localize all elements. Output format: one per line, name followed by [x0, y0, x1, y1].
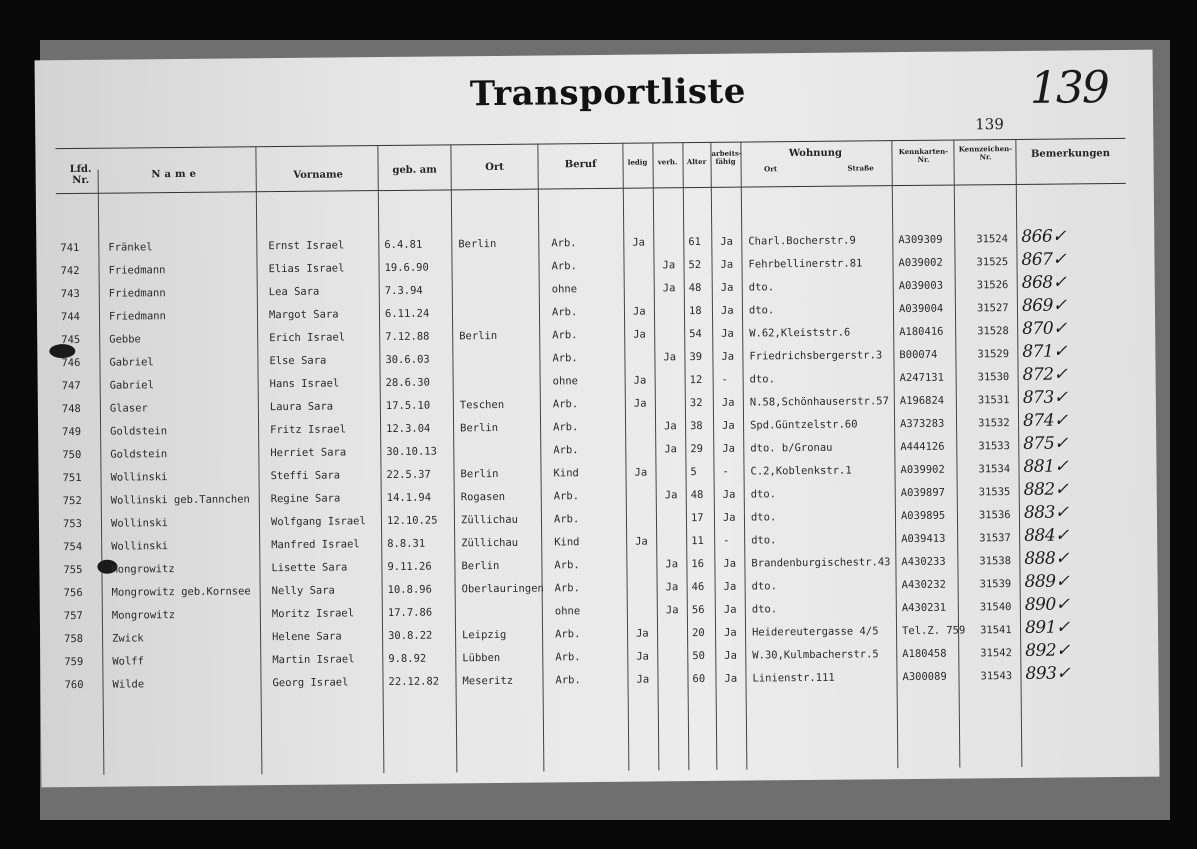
cell-name: Gabriel [109, 356, 154, 369]
header-kennkarten-nr: Kennkarten-Nr. [898, 146, 949, 164]
cell-ledig: Ja [632, 236, 646, 249]
cell-alter: 20 [692, 626, 705, 640]
cell-bemerkungen: 889✓ [1024, 571, 1070, 592]
cell-wohnung: dto. b/Gronau [750, 441, 833, 455]
cell-kennzeichen-nr: 31534 [978, 463, 1011, 476]
document-title: Transportliste [469, 71, 747, 115]
cell-alter: 32 [689, 396, 703, 410]
cell-bemerkungen: 893✓ [1025, 663, 1071, 684]
cell-lfd-nr: 757 [63, 609, 83, 623]
cell-verh: Ja [665, 581, 679, 594]
cell-alter: 52 [688, 258, 702, 272]
cell-beruf: Arb. [552, 352, 578, 365]
cell-geb-am: 30.10.13 [386, 445, 437, 459]
cell-vorname: Martin Israel [272, 653, 355, 667]
cell-ort: Züllichau [460, 513, 518, 527]
cell-kennzeichen-nr: 31536 [978, 509, 1011, 522]
cell-alter: 48 [690, 488, 704, 502]
cell-arbeitsfahig: - [722, 465, 729, 478]
cell-beruf: Arb. [553, 490, 580, 503]
cell-lfd-nr: 751 [62, 471, 82, 485]
cell-ledig: Ja [633, 397, 647, 410]
cell-beruf: ohne [551, 283, 578, 296]
cell-geb-am: 17.5.10 [385, 399, 431, 413]
cell-ort: Berlin [461, 559, 500, 573]
cell-kennzeichen-nr: 31527 [976, 302, 1009, 315]
cell-kennkarten-nr: A373283 [900, 417, 945, 431]
cell-lfd-nr: 746 [61, 356, 81, 370]
header-wohnung-strasse: Straße [847, 163, 874, 173]
cell-verh: Ja [663, 351, 677, 364]
cell-bemerkungen: 884✓ [1024, 525, 1069, 546]
cell-name: Wollinski [110, 471, 168, 484]
cell-lfd-nr: 753 [62, 517, 83, 531]
cell-beruf: Kind [553, 467, 579, 480]
cell-kennkarten-nr: A196824 [899, 394, 945, 408]
cell-vorname: Herriet Sara [270, 446, 347, 460]
cell-alter: 17 [690, 511, 704, 525]
cell-alter: 48 [688, 281, 702, 295]
cell-kennkarten-nr: A430233 [901, 555, 946, 569]
cell-lfd-nr: 747 [61, 379, 81, 393]
cell-beruf: Arb. [555, 674, 581, 687]
cell-geb-am: 7.3.94 [384, 284, 423, 298]
cell-beruf: ohne [552, 375, 578, 388]
cell-name: Glaser [109, 402, 148, 415]
cell-beruf: Arb. [555, 628, 581, 641]
cell-ort: Berlin [459, 329, 498, 343]
cell-arbeitsfahig: Ja [721, 350, 735, 363]
header-wohnung: Wohnung [788, 147, 843, 160]
cell-vorname: Elias Israel [268, 262, 345, 276]
cell-lfd-nr: 743 [60, 287, 80, 301]
cell-beruf: Arb. [552, 329, 578, 342]
header-beruf: Beruf [564, 158, 597, 171]
cell-alter: 61 [688, 235, 702, 249]
cell-ort: Meseritz [462, 674, 514, 688]
cell-vorname: Erich Israel [269, 331, 346, 345]
printed-page-number: 139 [975, 115, 1004, 134]
cell-kennkarten-nr: A309309 [898, 233, 943, 247]
cell-wohnung: Friedrichsbergerstr.3 [749, 349, 883, 363]
cell-vorname: Regine Sara [270, 492, 341, 506]
cell-kennzeichen-nr: 31532 [978, 417, 1010, 430]
cell-bemerkungen: 874✓ [1022, 410, 1068, 431]
cell-arbeitsfahig: Ja [724, 649, 737, 662]
cell-kennzeichen-nr: 31531 [977, 394, 1010, 407]
cell-beruf: Arb. [554, 559, 580, 572]
cell-vorname: Georg Israel [272, 676, 349, 690]
cell-beruf: Arb. [552, 398, 579, 411]
cell-bemerkungen: 875✓ [1023, 433, 1069, 454]
cell-beruf: Arb. [551, 237, 577, 250]
cell-kennkarten-nr: A430231 [901, 601, 947, 615]
cell-ort: Berlin [458, 237, 497, 251]
cell-name: Wollinski [110, 517, 168, 530]
cell-geb-am: 30.8.22 [388, 629, 433, 643]
cell-arbeitsfahig: Ja [724, 626, 737, 639]
cell-vorname: Ernst Israel [268, 239, 345, 253]
cell-bemerkungen: 869✓ [1021, 295, 1067, 316]
cell-name: Wollinski [111, 540, 169, 553]
cell-alter: 5 [690, 466, 697, 479]
cell-vorname: Nelly Sara [271, 584, 335, 598]
cell-kennzeichen-nr: 31538 [979, 555, 1012, 568]
cell-vorname: Moritz Israel [271, 607, 355, 621]
header-alter: Alter [686, 156, 707, 167]
cell-ledig: Ja [635, 535, 648, 548]
cell-kennzeichen-nr: 31529 [977, 348, 1010, 361]
cell-ledig: Ja [636, 650, 650, 663]
cell-verh: Ja [664, 420, 677, 433]
cell-geb-am: 6.4.81 [384, 238, 423, 252]
cell-vorname: Lea Sara [268, 285, 320, 299]
cell-geb-am: 7.12.88 [385, 330, 430, 344]
header-bottom-rule [56, 183, 1126, 194]
cell-name: Mongrowitz [111, 609, 176, 622]
cell-arbeitsfahig: Ja [721, 396, 735, 409]
cell-lfd-nr: 756 [63, 586, 83, 600]
cell-bemerkungen: 890✓ [1024, 594, 1070, 615]
cell-bemerkungen: 872✓ [1022, 364, 1068, 385]
cell-name: Wolff [112, 655, 144, 668]
cell-kennkarten-nr: A039897 [900, 486, 946, 500]
cell-arbeitsfahig: Ja [720, 258, 734, 271]
cell-geb-am: 19.6.90 [384, 261, 429, 275]
cell-kennkarten-nr: A180458 [902, 647, 947, 661]
cell-name: Friedmann [108, 310, 166, 323]
cell-kennzeichen-nr: 31526 [976, 279, 1009, 292]
cell-wohnung: dto. [751, 580, 777, 593]
cell-ort: Berlin [460, 421, 499, 435]
cell-ort: Oberlauringen [461, 582, 544, 596]
cell-arbeitsfahig: Ja [720, 235, 734, 248]
cell-arbeitsfahig: - [723, 534, 730, 547]
cell-lfd-nr: 760 [64, 678, 84, 692]
cell-verh: Ja [665, 604, 679, 617]
cell-name: Mongrowitz geb.Kornsee [111, 585, 251, 599]
cell-vorname: Helene Sara [272, 630, 342, 644]
cell-wohnung: Linienstr.111 [752, 671, 835, 685]
cell-kennzeichen-nr: 31535 [978, 486, 1011, 499]
cell-name: Zwick [112, 632, 144, 645]
cell-wohnung: dto. [750, 511, 777, 524]
cell-kennzeichen-nr: 31537 [979, 532, 1011, 545]
cell-alter: 18 [688, 304, 702, 318]
cell-kennzeichen-nr: 31525 [976, 256, 1009, 269]
cell-geb-am: 12.3.04 [386, 422, 431, 436]
cell-lfd-nr: 741 [60, 241, 80, 255]
cell-verh: Ja [662, 282, 676, 295]
cell-ort: Züllichau [461, 536, 519, 550]
cell-name: Friedmann [108, 264, 166, 277]
cell-alter: 38 [690, 419, 703, 433]
cell-arbeitsfahig: Ja [720, 304, 734, 317]
cell-lfd-nr: 749 [62, 425, 82, 439]
header-geb-am: geb. am [392, 164, 437, 176]
cell-kennkarten-nr: A444126 [900, 440, 945, 454]
cell-arbeitsfahig: Ja [722, 488, 736, 501]
cell-wohnung: W.30,Kulmbacherstr.5 [752, 648, 879, 662]
cell-kennzeichen-nr: 31541 [979, 624, 1012, 637]
cell-arbeitsfahig: Ja [723, 603, 737, 616]
cell-vorname: Manfred Israel [271, 538, 360, 552]
cell-bemerkungen: 873✓ [1022, 387, 1068, 408]
cell-name: Goldstein [110, 448, 168, 461]
cell-bemerkungen: 867✓ [1021, 249, 1067, 270]
cell-ledig: Ja [633, 374, 647, 387]
cell-geb-am: 8.8.31 [387, 537, 426, 551]
cell-wohnung: W.62,Kleiststr.6 [749, 326, 851, 340]
cell-lfd-nr: 758 [64, 632, 84, 646]
cell-arbeitsfahig: - [721, 373, 729, 386]
cell-lfd-nr: 745 [61, 333, 81, 347]
cell-arbeitsfahig: Ja [722, 419, 735, 432]
header-bemerkungen: Bemerkungen [1030, 148, 1111, 160]
cell-arbeitsfahig: Ja [722, 511, 736, 524]
cell-wohnung: Spd.Güntzelstr.60 [750, 418, 858, 432]
cell-wohnung: N.58,Schönhauserstr.57 [749, 395, 889, 409]
cell-kennkarten-nr: A039895 [900, 509, 946, 523]
cell-kennzeichen-nr: 31528 [977, 325, 1009, 338]
cell-arbeitsfahig: Ja [721, 327, 734, 340]
cell-wohnung: dto. [749, 373, 775, 386]
cell-name: Goldstein [110, 425, 168, 438]
cell-beruf: Kind [554, 536, 580, 549]
cell-wohnung: dto. [751, 603, 778, 616]
cell-kennzeichen-nr: 31543 [980, 670, 1013, 683]
cell-vorname: Laura Sara [269, 400, 334, 414]
cell-name: Friedmann [108, 287, 166, 300]
cell-alter: 29 [690, 442, 704, 456]
cell-vorname: Else Sara [269, 354, 327, 368]
cell-name: Fränkel [108, 241, 153, 254]
cell-wohnung: dto. [748, 281, 775, 294]
header-lfd-nr: Lfd. Nr. [69, 163, 92, 187]
cell-wohnung: Fehrbellinerstr.81 [748, 257, 863, 271]
cell-geb-am: 12.10.25 [386, 514, 438, 528]
cell-kennkarten-nr: A180416 [899, 325, 944, 339]
header-name: Name [151, 168, 200, 181]
cell-vorname: Margot Sara [268, 308, 339, 322]
cell-kennkarten-nr: A247131 [899, 371, 944, 385]
cell-geb-am: 30.6.03 [385, 353, 430, 367]
cell-alter: 60 [692, 672, 706, 686]
cell-wohnung: dto. [751, 534, 777, 547]
cell-kennkarten-nr: A039002 [898, 256, 943, 270]
cell-wohnung: Heidereutergasse 4/5 [752, 625, 879, 639]
cell-geb-am: 14.1.94 [386, 491, 432, 505]
cell-arbeitsfahig: Ja [724, 672, 738, 685]
cell-ledig: Ja [636, 627, 649, 640]
cell-ledig: Ja [633, 328, 646, 341]
header-vorname: Vorname [293, 169, 343, 181]
cell-geb-am: 10.8.96 [387, 583, 432, 597]
cell-geb-am: 9.8.92 [388, 652, 427, 666]
cell-bemerkungen: 888✓ [1024, 548, 1070, 569]
cell-wohnung: dto. [748, 304, 775, 317]
cell-name: Gabriel [109, 379, 154, 392]
cell-vorname: Steffi Sara [270, 469, 341, 483]
header-ort: Ort [485, 161, 504, 174]
cell-verh: Ja [664, 443, 678, 456]
header-wohnung-ort: Ort [764, 164, 778, 174]
cell-arbeitsfahig: Ja [722, 442, 736, 455]
header-ledig: ledig [627, 157, 648, 167]
cell-beruf: Arb. [553, 513, 580, 526]
cell-kennzeichen-nr: 31539 [979, 578, 1012, 591]
cell-bemerkungen: 882✓ [1023, 479, 1069, 500]
cell-vorname: Fritz Israel [270, 423, 347, 437]
cell-kennzeichen-nr: 31524 [976, 233, 1008, 246]
cell-vorname: Wolfgang Israel [270, 515, 366, 529]
cell-kennkarten-nr: A039413 [901, 532, 946, 546]
cell-kennkarten-nr: A039004 [898, 302, 944, 316]
cell-vorname: Hans Israel [269, 377, 340, 391]
cell-bemerkungen: 881✓ [1023, 456, 1069, 477]
cell-alter: 54 [689, 327, 702, 341]
cell-name: Wilde [112, 678, 145, 691]
cell-beruf: Arb. [551, 306, 578, 319]
cell-kennzeichen-nr: 31542 [980, 647, 1012, 660]
cell-geb-am: 17.7.86 [387, 606, 433, 620]
handwritten-page-number: 139 [1029, 62, 1109, 114]
cell-lfd-nr: 755 [63, 563, 83, 577]
cell-ort: Teschen [459, 398, 505, 412]
cell-alter: 46 [691, 580, 705, 594]
cell-beruf: Arb. [554, 582, 580, 595]
cell-alter: 56 [691, 603, 705, 617]
cell-wohnung: dto. [750, 488, 777, 501]
cell-geb-am: 22.12.82 [388, 675, 440, 689]
cell-verh: Ja [664, 489, 678, 502]
cell-arbeitsfahig: Ja [720, 281, 734, 294]
cell-beruf: ohne [554, 605, 581, 618]
cell-ort: Rogasen [460, 490, 506, 504]
cell-name: Mongrowitz [111, 563, 175, 576]
cell-lfd-nr: 750 [62, 448, 82, 462]
cell-wohnung: Charl.Bocherstr.9 [748, 234, 856, 248]
cell-bemerkungen: 868✓ [1021, 272, 1067, 293]
cell-kennzeichen-nr: 31530 [977, 371, 1010, 384]
cell-lfd-nr: 742 [60, 264, 80, 278]
header-arbeitsfahig: arbeits-fähig [711, 148, 742, 166]
cell-arbeitsfahig: Ja [723, 580, 737, 593]
cell-name: Gebbe [109, 333, 141, 346]
cell-beruf: Arb. [553, 444, 579, 457]
cell-beruf: Arb. [551, 260, 577, 273]
cell-alter: 11 [691, 534, 704, 548]
cell-kennkarten-nr: B00074 [899, 348, 938, 362]
cell-lfd-nr: 748 [61, 402, 81, 416]
cell-verh: Ja [665, 558, 679, 571]
cell-kennzeichen-nr: 31533 [978, 440, 1010, 453]
cell-kennkarten-nr: A430232 [901, 578, 946, 592]
cell-kennkarten-nr: A039902 [900, 463, 945, 477]
cell-ort: Lübben [462, 651, 501, 665]
cell-alter: 16 [691, 557, 705, 571]
cell-bemerkungen: 892✓ [1025, 640, 1071, 661]
cell-lfd-nr: 744 [60, 310, 81, 324]
cell-geb-am: 28.6.30 [385, 376, 430, 390]
cell-alter: 50 [692, 649, 705, 663]
cell-bemerkungen: 891✓ [1024, 617, 1070, 638]
header-verh: verh. [657, 157, 678, 167]
cell-geb-am: 22.5.37 [386, 468, 431, 482]
cell-kennkarten-nr: A300089 [902, 670, 947, 684]
cell-ledig: Ja [634, 466, 648, 479]
cell-ort: Berlin [460, 467, 499, 481]
cell-bemerkungen: 883✓ [1023, 502, 1069, 523]
cell-lfd-nr: 754 [63, 540, 83, 554]
cell-ledig: Ja [636, 673, 650, 686]
cell-beruf: Arb. [553, 421, 579, 434]
cell-geb-am: 9.11.26 [387, 560, 432, 574]
cell-alter: 39 [689, 350, 703, 364]
cell-vorname: Lisette Sara [271, 561, 348, 575]
cell-bemerkungen: 866✓ [1021, 226, 1067, 247]
header-kennzeichen-nr: Kennzeichen-Nr. [958, 144, 1013, 162]
cell-ledig: Ja [632, 305, 646, 318]
cell-arbeitsfahig: Ja [723, 557, 737, 570]
cell-lfd-nr: 752 [62, 494, 82, 508]
cell-kennzeichen-nr: 31540 [979, 601, 1012, 614]
cell-bemerkungen: 871✓ [1022, 341, 1068, 362]
cell-beruf: Arb. [555, 651, 581, 664]
cell-kennkarten-nr: A039003 [898, 279, 944, 293]
cell-alter: 12 [689, 373, 703, 387]
cell-lfd-nr: 759 [64, 655, 84, 669]
cell-name: Wollinski geb.Tannchen [110, 493, 250, 507]
cell-bemerkungen: 870✓ [1022, 318, 1067, 339]
cell-kennkarten-nr: Tel.Z. 759 [901, 624, 966, 638]
document-page [35, 50, 1160, 788]
cell-wohnung: Brandenburgischestr.43 [751, 556, 891, 570]
cell-wohnung: C.2,Koblenkstr.1 [750, 464, 852, 478]
cell-verh: Ja [662, 259, 676, 272]
cell-ort: Leipzig [462, 628, 507, 642]
cell-geb-am: 6.11.24 [384, 307, 430, 321]
